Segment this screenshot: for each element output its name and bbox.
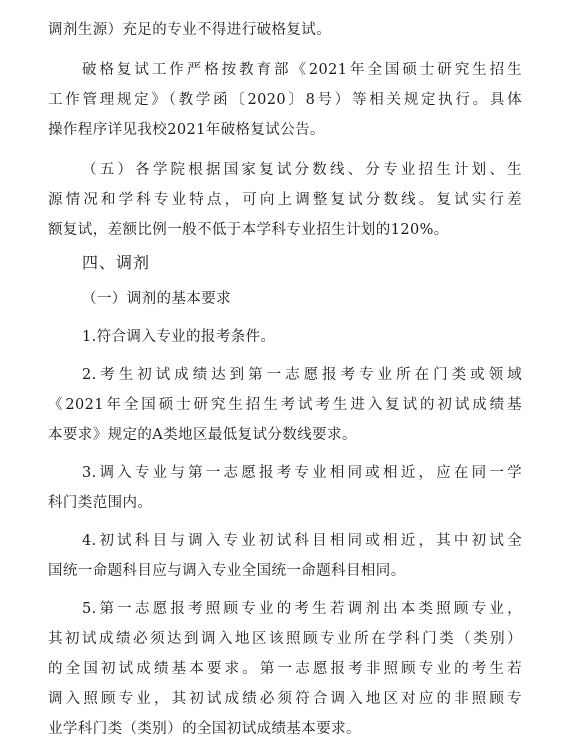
text-line-3: 工作管理规定》（教学函〔2020〕8号）等相关规定执行。具体 (48, 92, 522, 108)
text-line-19: 其初试成绩必须达到调入地区该照顾专业所在学科门类（类别） (48, 631, 522, 647)
text-line-1: 调剂生源）充足的专业不得进行破格复试。 (48, 22, 332, 38)
text-line-17: 国统一命题科目应与调入专业全国统一命题科目相同。 (48, 563, 406, 579)
text-line-10: 1.符合调入专业的报考条件。 (82, 329, 276, 345)
text-line-4: 操作程序详见我校2021年破格复试公告。 (48, 122, 325, 138)
section-heading: 四、调剂 (82, 253, 151, 272)
text-line-18: 5.第一志愿报考照顾专业的考生若调剂出本类照顾专业， (82, 601, 522, 617)
text-line-22: 业学科门类（类别）的全国初试成绩基本要求。 (48, 721, 361, 737)
subsection-heading: （一）调剂的基本要求 (82, 291, 231, 307)
text-line-20: 的全国初试成绩基本要求。第一志愿报考非照顾专业的考生若 (48, 661, 522, 677)
text-line-2: 破格复试工作严格按教育部《2021年全国硕士研究生招生 (82, 62, 522, 78)
text-line-5: （五）各学院根据国家复试分数线、分专业招生计划、生 (82, 162, 522, 178)
text-line-16: 4.初试科目与调入专业初试科目相同或相近，其中初试全 (82, 533, 522, 549)
text-line-21: 调入照顾专业，其初试成绩必须符合调入地区对应的非照顾专 (48, 691, 522, 707)
text-line-12: 《2021年全国硕士研究生招生考试考生进入复试的初试成绩基 (48, 397, 522, 413)
text-line-7: 额复试，差额比例一般不低于本学科专业招生计划的120%。 (48, 222, 449, 238)
text-line-15: 科门类范围内。 (48, 495, 153, 511)
text-line-11: 2.考生初试成绩达到第一志愿报考专业所在门类或领域 (82, 367, 522, 383)
text-line-6: 源情况和学科专业特点，可向上调整复试分数线。复试实行差 (48, 192, 522, 208)
text-line-13: 本要求》规定的A类地区最低复试分数线要求。 (48, 427, 357, 443)
text-line-14: 3.调入专业与第一志愿报考专业相同或相近，应在同一学 (82, 465, 522, 481)
